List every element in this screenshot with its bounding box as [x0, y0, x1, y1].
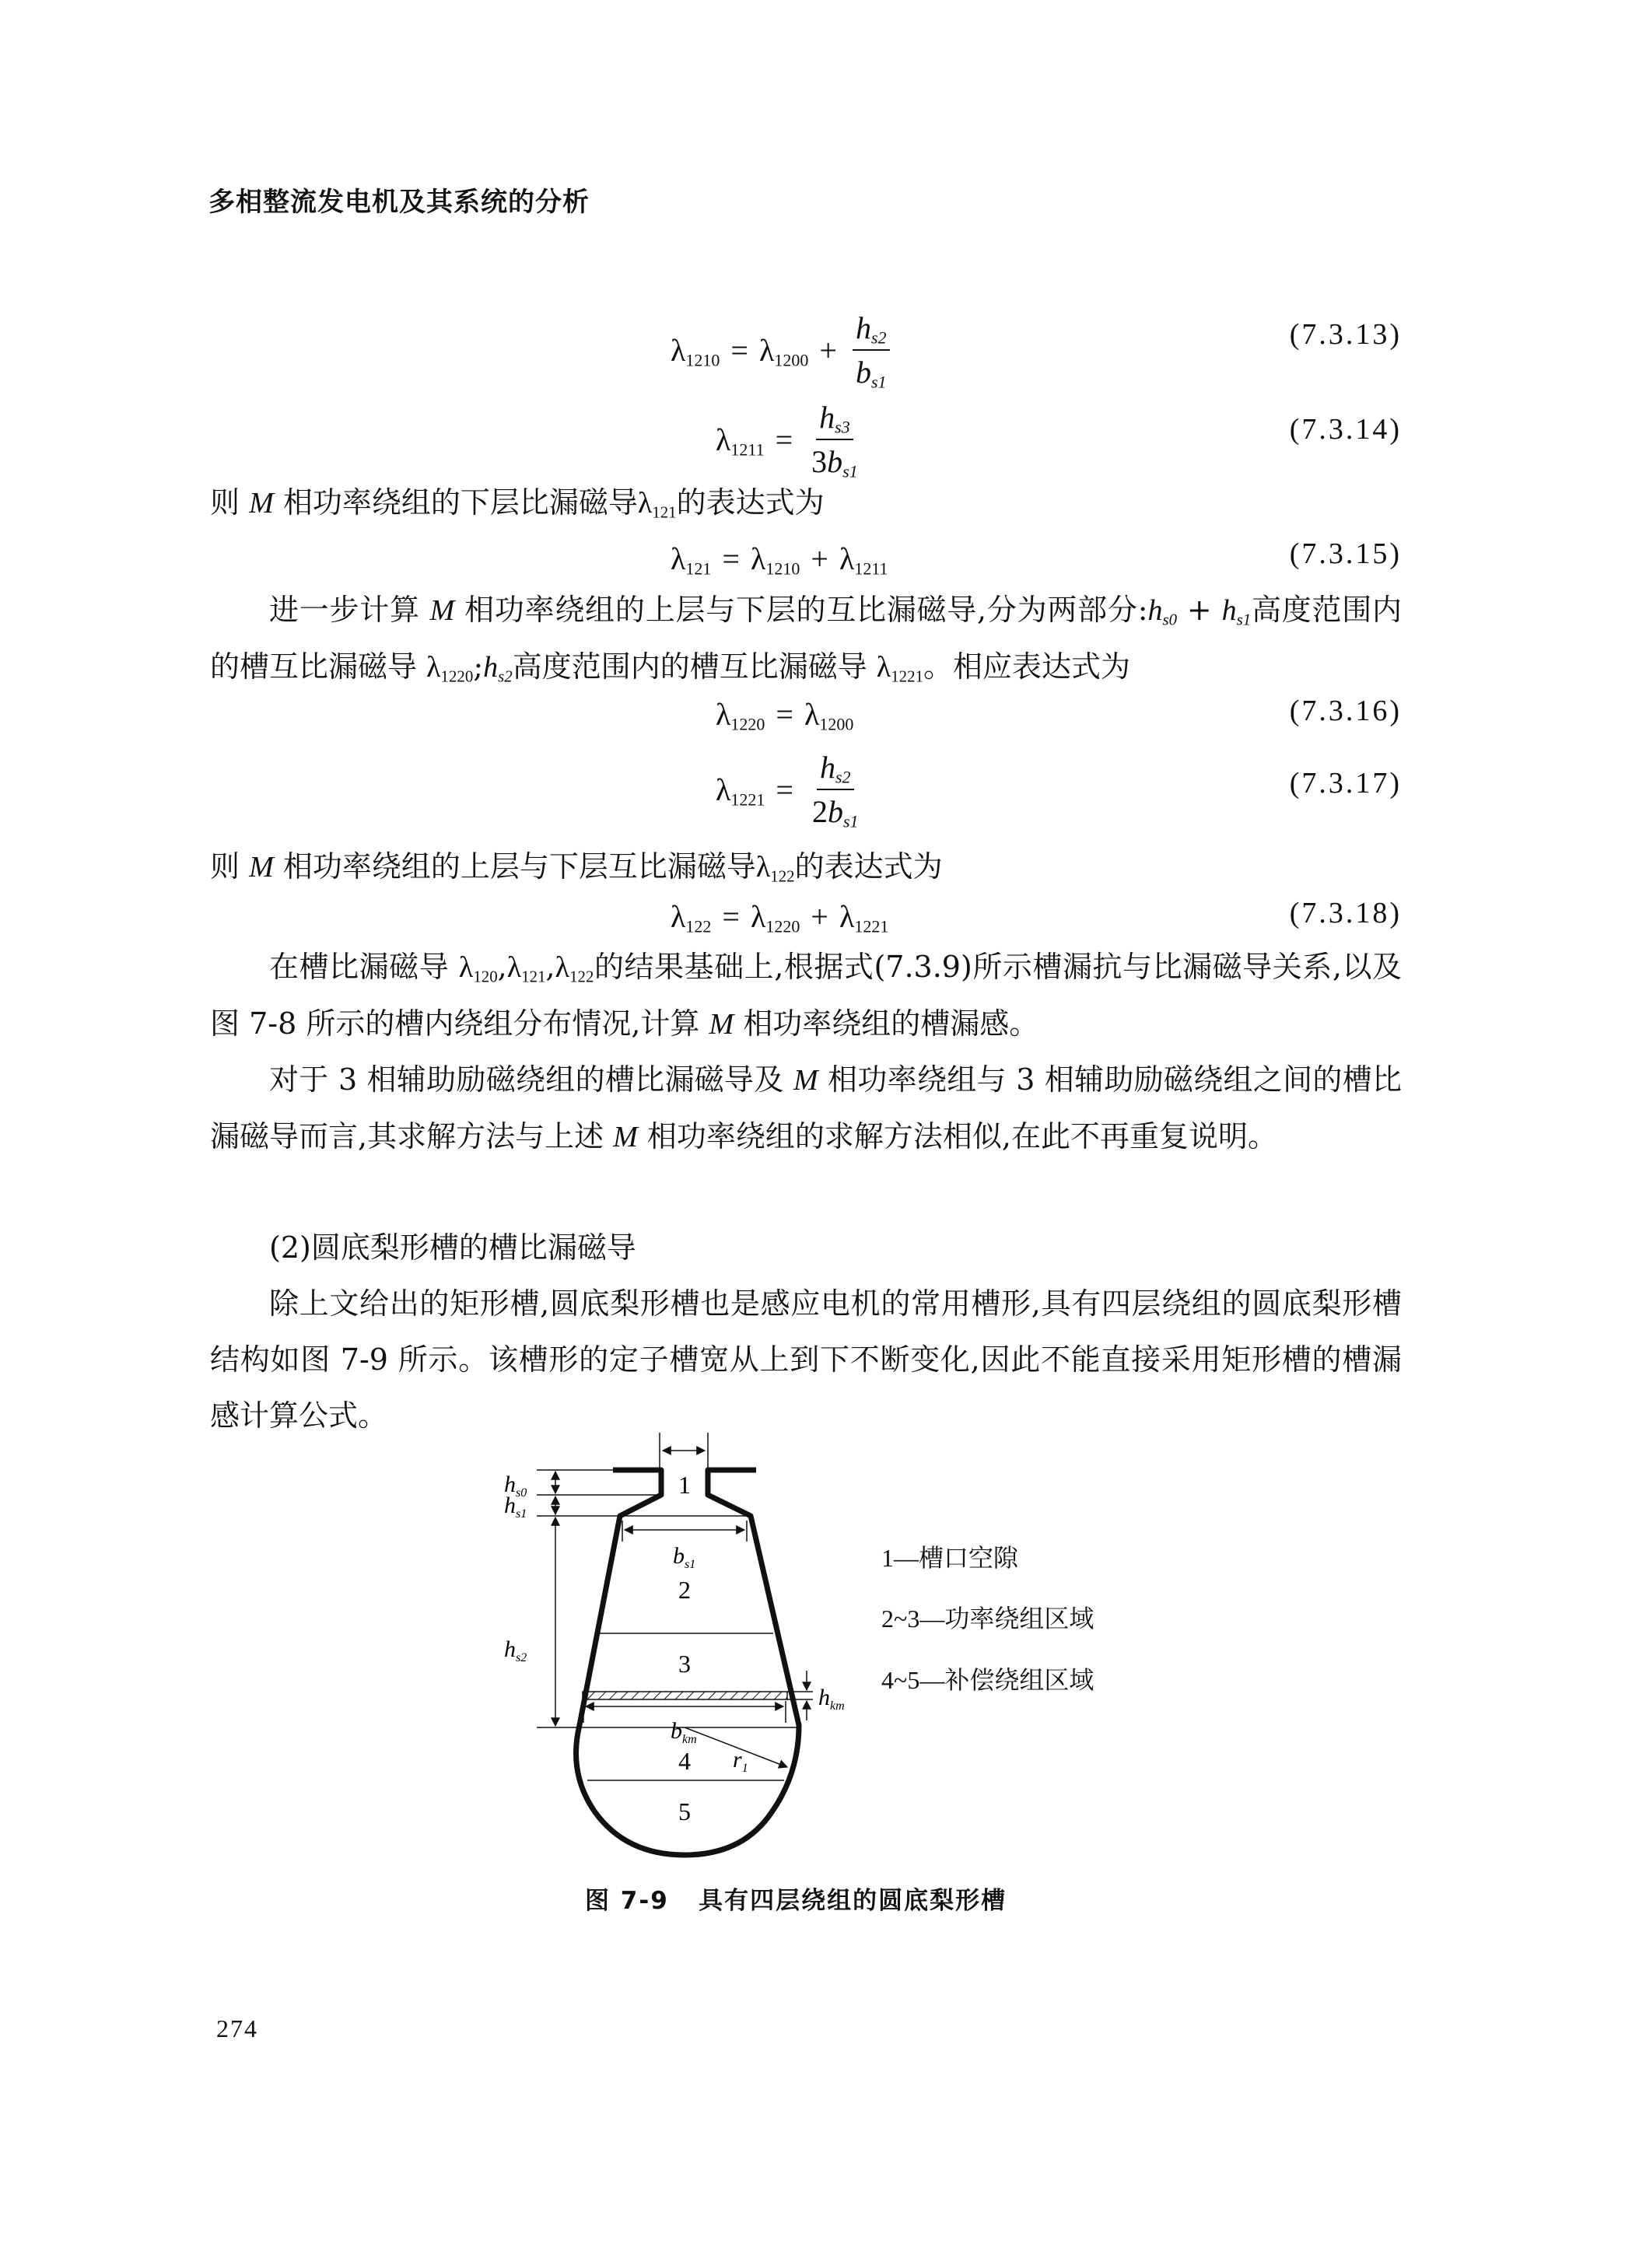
equation-7-3-16: $\lambda_{1220}$ = $\lambda_{1200}$	[716, 696, 854, 734]
label-hs1: $h_{s1}$	[504, 1493, 527, 1521]
label-hs2: $h_{s2}$	[504, 1636, 527, 1664]
equation-7-3-18: $\lambda_{122}$ = $\lambda_{1220}$ + $\lambda_{1221}$	[671, 898, 889, 936]
label-bkm: $b_{km}$	[671, 1718, 697, 1746]
equation-number: (7.3.13)	[1289, 318, 1402, 351]
page-number: 274	[216, 2014, 258, 2042]
equation-7-3-15: $\lambda_{121}$ = $\lambda_{1210}$ + $\lambda_{1211}$	[671, 541, 888, 579]
region-2: 2	[678, 1576, 691, 1604]
region-3: 3	[678, 1650, 691, 1678]
eq-lhs: $\lambda_{1210}$	[671, 332, 720, 370]
eq-term: $\lambda_{1200}$	[758, 332, 809, 370]
fraction: $\frac{h_{s2}}{b_{s1}}$	[853, 310, 890, 390]
legend-item: 1—槽口空隙	[881, 1544, 1019, 1572]
fraction: $\frac{h_{s3}}{3b_{s1}}$	[811, 400, 858, 481]
paragraph: 则 M 相功率绕组的下层比漏磁导$\lambda_{121}$的表达式为	[210, 485, 825, 522]
paragraph: 在槽比漏磁导 $\lambda_{120},\lambda_{121},\lambda_{122}$的结果基础上,根据式(7.3.9)所示槽漏抗与比漏磁导关系,以及图 7-8 所示的槽内绕组分布情况,计算 M 相功率绕组的槽漏感。	[210, 950, 1402, 1041]
equation-7-3-13	[671, 307, 895, 393]
paragraph: 除上文给出的矩形槽,圆底梨形槽也是感应电机的常用槽形,具有四层绕组的圆底梨形槽结构如图 7-9 所示。该槽形的定子槽宽从上到下不断变化,因此不能直接采用矩形槽的槽漏感计算公式。	[210, 1286, 1402, 1433]
equals-sign: =	[730, 332, 748, 368]
equation-number: (7.3.15)	[1289, 537, 1402, 570]
plus-sign: +	[819, 332, 837, 368]
legend-item: 4~5—补偿绕组区域	[881, 1666, 1094, 1694]
region-5: 5	[678, 1797, 691, 1825]
equation-number: (7.3.17)	[1289, 767, 1402, 800]
label-hs0: $h_{s0}$	[504, 1472, 527, 1500]
label-hkm: $h_{km}$	[818, 1685, 845, 1713]
equals-sign: =	[775, 422, 793, 457]
figure-pear-slot-diagram	[467, 1423, 871, 1859]
equation-number: (7.3.16)	[1289, 695, 1402, 727]
running-header: 多相整流发电机及其系统的分析	[208, 187, 590, 218]
paragraph: 进一步计算 M 相功率绕组的上层与下层的互比漏磁导,分为两部分$:h_{s0} + h_{s1}$高度范围内的槽互比漏磁导 $\lambda_{1220};h_{s2}$高度范围内的槽互比漏磁导 $\lambda_{1221}$。相应表达式为	[210, 593, 1402, 686]
region-4: 4	[678, 1747, 691, 1775]
label-bs1: $b_{s1}$	[673, 1543, 696, 1571]
paragraph: 则 M 相功率绕组的上层与下层互比漏磁导$\lambda_{122}$的表达式为	[210, 849, 943, 886]
equation-7-3-14: $\lambda_{1211}$ = $\frac{h_{s3}}{3b_{s1}}$	[716, 397, 866, 482]
section-subheading: (2)圆底梨形槽的槽比漏磁导	[269, 1230, 636, 1265]
paragraph: 对于 3 相辅助励磁绕组的槽比漏磁导及 M 相功率绕组与 3 相辅助励磁绕组之间的槽比漏磁导而言,其求解方法与上述 M 相功率绕组的求解方法相似,在此不再重复说明。	[210, 1062, 1403, 1153]
hkm-layer	[583, 1692, 787, 1699]
equation-number: (7.3.14)	[1289, 413, 1402, 446]
region-1: 1	[678, 1471, 691, 1499]
equation-number: (7.3.18)	[1289, 897, 1402, 929]
equation-7-3-17: $\lambda_{1221}$ = $\frac{h_{s2}}{2b_{s1}}$	[716, 747, 867, 832]
legend-item: 2~3—功率绕组区域	[881, 1605, 1094, 1633]
figure-caption: 图 7-9 具有四层绕组的圆底梨形槽	[585, 1887, 1007, 1915]
label-r1: $r_1$	[733, 1747, 748, 1775]
fraction: $\frac{h_{s2}}{2b_{s1}}$	[811, 750, 859, 831]
